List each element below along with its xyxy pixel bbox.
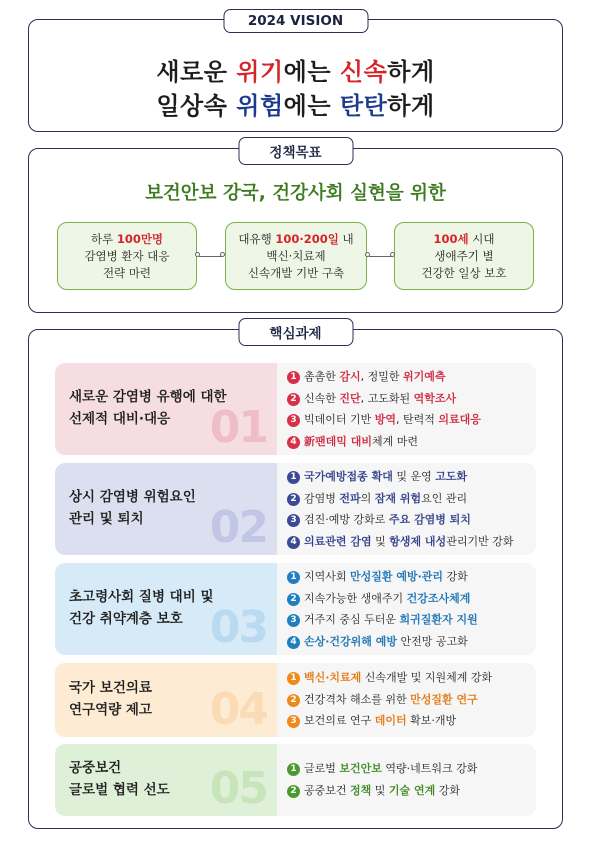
task-group-01 <box>55 363 536 455</box>
task-items <box>277 663 536 737</box>
tasks-panel <box>28 326 563 829</box>
task-item: 1 지역사회 만성질환 예방·관리 강화 <box>287 566 478 588</box>
task-title-panel <box>55 463 277 555</box>
number-badge: 2 <box>287 694 300 707</box>
number-badge: 3 <box>287 414 300 427</box>
goal-connector-1 <box>199 256 223 257</box>
task-item: 2 신속한 진단, 고도화된 역학조사 <box>287 388 481 410</box>
task-item: 3 빅데이터 기반 방역, 탄력적 의료대응 <box>287 409 481 431</box>
task-title-panel <box>55 744 277 816</box>
task-title: 국가 보건의료 연구역량 제고 <box>69 680 152 718</box>
task-group-04 <box>55 663 536 737</box>
task-item: 1 백신·치료제 신속개발 및 지원체계 강화 <box>287 667 492 689</box>
task-group-02 <box>55 463 536 555</box>
number-badge: 4 <box>287 536 300 549</box>
number-badge: 1 <box>287 672 300 685</box>
task-title-panel <box>55 363 277 455</box>
task-title: 공중보건 글로벌 협력 선도 <box>69 760 170 798</box>
goal-box-1: 하루 100만명 감염병 환자 대응 전략 마련 <box>57 222 197 290</box>
number-badge: 4 <box>287 436 300 449</box>
task-item: 2 건강격차 해소를 위한 만성질환 연구 <box>287 689 492 711</box>
number-badge: 4 <box>287 636 300 649</box>
number-badge: 3 <box>287 514 300 527</box>
task-title: 초고령사회 질병 대비 및 건강 취약계층 보호 <box>69 589 214 627</box>
number-badge: 1 <box>287 371 300 384</box>
task-item: 1 국가예방접종 확대 및 운영 고도화 <box>287 466 513 488</box>
number-badge: 1 <box>287 763 300 776</box>
task-item: 3 검진·예방 강화로 주요 감염병 퇴치 <box>287 509 513 531</box>
task-item: 4 손상·건강위해 예방 안전망 공고화 <box>287 631 478 653</box>
task-item: 2 지속가능한 생애주기 건강조사체계 <box>287 588 478 610</box>
goal-panel <box>28 145 563 313</box>
task-item: 1 촘촘한 감시, 정밀한 위기예측 <box>287 366 481 388</box>
number-badge: 3 <box>287 715 300 728</box>
number-badge: 1 <box>287 571 300 584</box>
goal-connector-dot <box>220 252 225 257</box>
tasks-label: 핵심과제 <box>238 318 353 346</box>
task-title: 새로운 감염병 유행에 대한 선제적 대비·대응 <box>69 389 227 427</box>
goal-connector-dot <box>195 252 200 257</box>
task-items <box>277 744 536 816</box>
task-item: 4 新팬데믹 대비체계 마련 <box>287 431 481 453</box>
number-badge: 2 <box>287 593 300 606</box>
task-number: 02 <box>209 502 267 553</box>
task-title: 상시 감염병 위험요인 관리 및 퇴치 <box>69 489 196 527</box>
number-badge: 1 <box>287 471 300 484</box>
task-item: 3 보건의료 연구 데이터 확보·개방 <box>287 710 492 732</box>
task-number: 03 <box>209 602 267 653</box>
vision-label: 2024 VISION <box>223 9 368 33</box>
task-number: 05 <box>209 763 267 814</box>
goal-box-2: 대유행 100·200일 내 백신·치료제 신속개발 기반 구축 <box>225 222 367 290</box>
goal-label: 정책목표 <box>238 137 353 165</box>
number-badge: 2 <box>287 785 300 798</box>
number-badge: 3 <box>287 614 300 627</box>
goal-connector-dot <box>365 252 370 257</box>
goal-title: 보건안보 강국, 건강사회 실현을 위한 <box>145 183 446 204</box>
goal-box-3: 100세 시대 생애주기 별 건강한 일상 보호 <box>394 222 534 290</box>
task-items <box>277 463 536 555</box>
goal-connector-dot <box>390 252 395 257</box>
vision-panel <box>28 13 563 132</box>
task-number: 01 <box>209 402 267 453</box>
vision-line-1: 새로운 위기에는 신속하게 <box>156 58 435 86</box>
task-title-panel <box>55 563 277 655</box>
task-item: 3 거주지 중심 두터운 희귀질환자 지원 <box>287 609 478 631</box>
vision-line-2: 일상속 위험에는 탄탄하게 <box>156 92 435 120</box>
task-number: 04 <box>209 684 267 735</box>
task-items <box>277 363 536 455</box>
number-badge: 2 <box>287 493 300 506</box>
goal-connector-2 <box>369 256 393 257</box>
task-item: 2 감염병 전파의 잠재 위험요인 관리 <box>287 488 513 510</box>
task-group-05 <box>55 744 536 816</box>
task-items <box>277 563 536 655</box>
task-item: 2 공중보건 정책 및 기술 연계 강화 <box>287 780 477 802</box>
task-item: 1 글로벌 보건안보 역량·네트워크 강화 <box>287 758 477 780</box>
number-badge: 2 <box>287 393 300 406</box>
task-item: 4 의료관련 감염 및 항생제 내성관리기반 강화 <box>287 531 513 553</box>
task-group-03 <box>55 563 536 655</box>
task-title-panel <box>55 663 277 737</box>
